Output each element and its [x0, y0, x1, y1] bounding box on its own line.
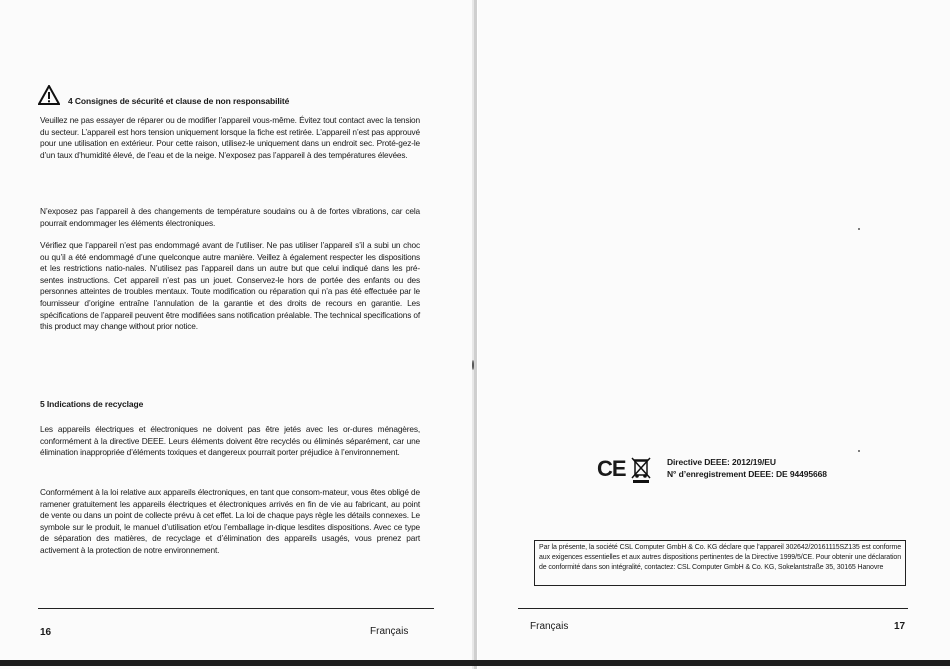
section5-title: 5 Indications de recyclage [40, 399, 144, 409]
weee-directive-line: Directive DEEE: 2012/19/EU [667, 457, 776, 467]
language-label-right: Français [530, 621, 569, 632]
section4-title: 4 Consignes de sécurité et clause de non responsabilité [68, 96, 290, 106]
scan-speck [858, 450, 860, 452]
section5-paragraph-2: Conformément à la loi relative aux appareils électroniques, en tant que consom-mateur, vous êtes obligé de ramener gratuitement les appareils électriques et électroniques arrivés en fin de vie au fabricant, au point de vente ou dans un point de collecte prévu à cet effet. La loi de chaque pays règle les détails connexes. Le symbole sur le produit, le manuel d’utilisation et/ou l’emballage in-dique lesdites dispositions. Avec ce type de séparation des matières, de recyclage et d’élimination des appareils usagés, vous prenez part activement à la protection de notre environnement. [40, 487, 420, 555]
warning-triangle-icon [38, 85, 60, 105]
scan-speck [472, 360, 474, 370]
scan-speck [858, 228, 860, 230]
book-spine [474, 0, 477, 669]
ce-mark-logo: CE [597, 456, 626, 481]
footer-rule-left [38, 608, 434, 609]
language-label-left: Français [370, 626, 409, 637]
section4-paragraph-1: Veuillez ne pas essayer de réparer ou de modifier l’appareil vous-même. Évitez tout contact avec la tension du secteur. L’appareil est hors tension uniquement lorsque la fiche est retirée. L’appareil n’est pas approuvé pour une utilisation en extérieur. Pour cette raison, utilisez-le uniquement dans un endroit sec. Proté-gez-le d’un taux d’humidité élevé, de l’eau et de la neige. N’exposez pas l’appareil à des températures élevées. [40, 115, 420, 160]
section4-paragraph-3: Vérifiez que l’appareil n’est pas endommagé avant de l’utiliser. Ne pas utiliser l’appareil s’il a subi un choc ou qu’il a été endommagé d’une quelconque autre manière. Veillez à également respecter les dispositions et les restrictions natio-nales. N’utilisez pas l’appareil dans un autre but que celui indiqué dans les pré-sentes instructions. Cet appareil n’est pas un jouet. Conservez-le hors de portée des enfants ou des personnes atteintes de troubles mentaux. Toute modification ou réparation qui n’a pas été effectuée par le fournisseur d’origine entraîne l’annulation de la garantie et des droits de recours en garantie. Les spécifications de l’appareil peuvent être modifiées sans notification préalable. The technical specifications of this product may change without prior notice. [40, 240, 420, 332]
section5-paragraph-1: Les appareils électriques et électroniques ne doivent pas être jetés avec les or-dures ménagères, conformément à la directive DEEE. Leurs éléments doivent être recyclés ou éliminés séparément, car une élimination inappropriée d’éléments toxiques et dangereux pourrait porter préjudice à l’environnement. [40, 424, 420, 458]
declaration-of-conformity-box: Par la présente, la société CSL Computer GmbH & Co. KG déclare que l’appareil 302642/20161115SZ135 est conforme aux exigences essentielles et aux autres dispositions pertinentes de la Directive 1999/5/CE. Pour obtenir une déclaration de conformité dans son intégralité, contactez: CSL Computer GmbH & Co. KG, Sokelantstraße 35, 30165 Hanovre [534, 540, 906, 586]
weee-registration-line: N° d’enregistrement DEEE: DE 94495668 [667, 469, 827, 479]
page-number-right: 17 [894, 621, 906, 632]
footer-rule-right [518, 608, 908, 609]
section4-paragraph-2: N’exposez pas l’appareil à des changements de température soudains ou à de fortes vibrations, car cela pourrait endommager les éléments électroniques. [40, 206, 420, 228]
scan-bottom-edge [0, 660, 950, 666]
crossed-out-wheelie-bin-icon [630, 456, 652, 484]
page-number-left: 16 [40, 627, 52, 638]
